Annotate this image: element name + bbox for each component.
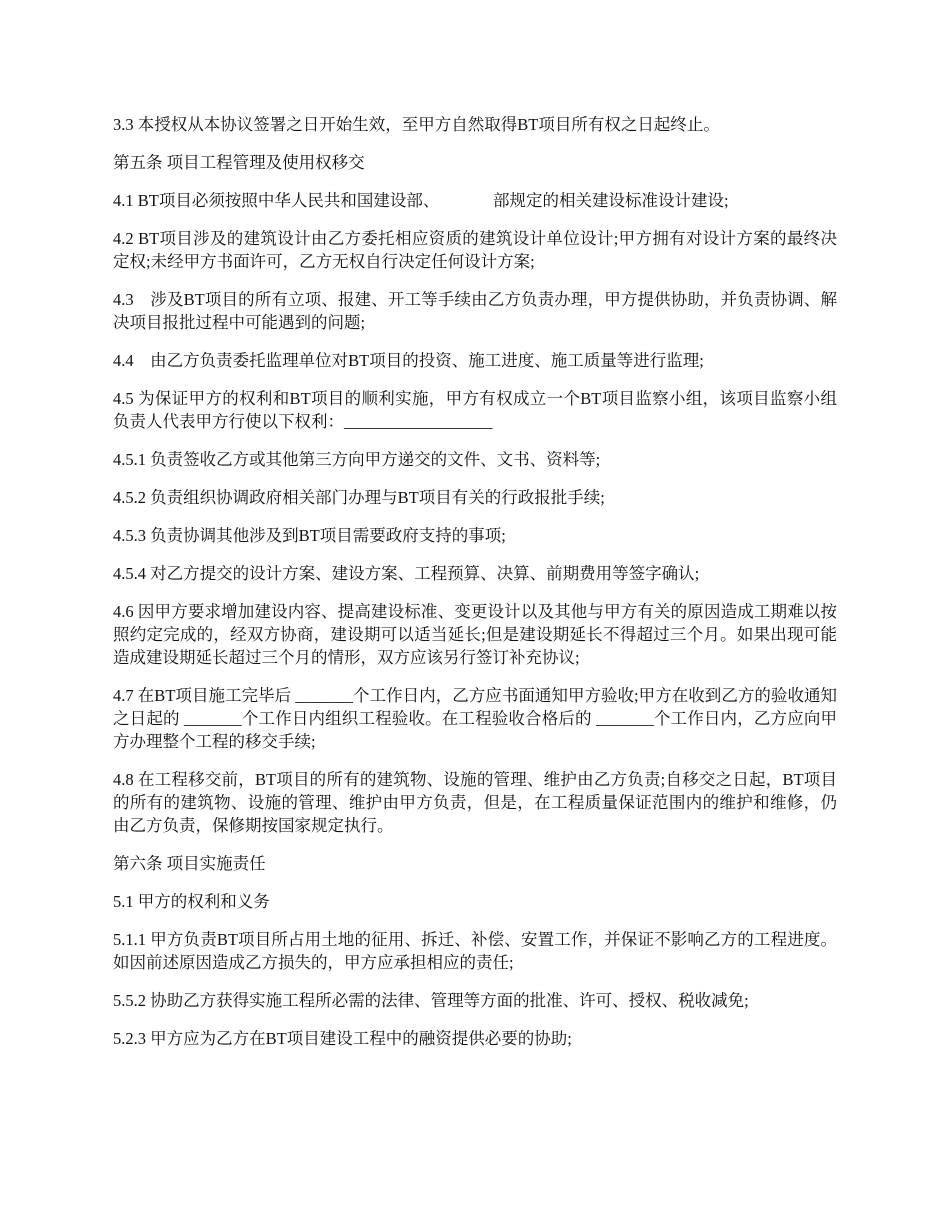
document-body [113,113,837,1065]
clause-4-2: 4.2 BT项目涉及的建筑设计由乙方委托相应资质的建筑设计单位设计;甲方拥有对设计方案的最终决定权;未经甲方书面许可，乙方无权自行决定任何设计方案; [113,229,837,271]
clause-5-1-1: 5.1.1 甲方负责BT项目所占用土地的征用、拆迁、补偿、安置工作，并保证不影响乙方的工程进度。如因前述原因造成乙方损失的，甲方应承担相应的责任; [113,930,837,972]
clause-4-6: 4.6 因甲方要求增加建设内容、提高建设标准、变更设计以及其他与甲方有关的原因造成工期难以按照约定完成的，经双方协商，建设期可以适当延长;但是建设期延长不得超过三个月。如果出现可能造成建设期延长超过三个月的情形，双方应该另行签订补充协议; [113,602,837,667]
clause-4-1: 4.1 BT项目必须按照中华人民共和国建设部、 部规定的相关建设标准设计建设; [113,191,729,210]
clause-5-1: 5.1 甲方的权利和义务 [113,892,270,911]
clause-4-3: 4.3 涉及BT项目的所有立项、报建、开工等手续由乙方负责办理，甲方提供协助，并负责协调、解决项目报批过程中可能遇到的问题; [113,290,837,332]
clause-4-5: 4.5 为保证甲方的权利和BT项目的顺利实施，甲方有权成立一个BT项目监察小组，该项目监察小组负责人代表甲方行使以下权利：__________________ [113,389,837,431]
clause-5-5-2: 5.5.2 协助乙方获得实施工程所必需的法律、管理等方面的批准、许可、授权、税收减免; [113,991,749,1010]
clause-4-5-1: 4.5.1 负责签收乙方或其他第三方向甲方递交的文件、文书、资料等; [113,450,601,469]
clause-4-5-2: 4.5.2 负责组织协调政府相关部门办理与BT项目有关的行政报批手续; [113,488,605,507]
clause-3-3: 3.3 本授权从本协议签署之日开始生效，至甲方自然取得BT项目所有权之日起终止。 [113,115,720,134]
clause-4-5-3: 4.5.3 负责协调其他涉及到BT项目需要政府支持的事项; [113,526,506,545]
article-5-heading: 第五条 项目工程管理及使用权移交 [113,153,365,172]
clause-4-5-4: 4.5.4 对乙方提交的设计方案、建设方案、工程预算、决算、前期费用等签字确认; [113,564,700,583]
clause-4-8: 4.8 在工程移交前，BT项目的所有的建筑物、设施的管理、维护由乙方负责;自移交之日起，BT项目的所有的建筑物、设施的管理、维护由甲方负责，但是，在工程质量保证范围内的维护和维修，仍由乙方负责，保修期按国家规定执行。 [113,770,837,835]
clause-5-2-3: 5.2.3 甲方应为乙方在BT项目建设工程中的融资提供必要的协助; [113,1029,572,1048]
clause-4-4: 4.4 由乙方负责委托监理单位对BT项目的投资、施工进度、施工质量等进行监理; [113,351,704,370]
clause-4-7: 4.7 在BT项目施工完毕后 _______个工作日内，乙方应书面通知甲方验收;甲方在收到乙方的验收通知之日起的 _______个工作日内组织工程验收。在工程验收合格后的 _______个工作日内，乙方应向甲方办理整个工程的移交手续; [113,686,837,751]
article-6-heading: 第六条 项目实施责任 [113,854,266,873]
